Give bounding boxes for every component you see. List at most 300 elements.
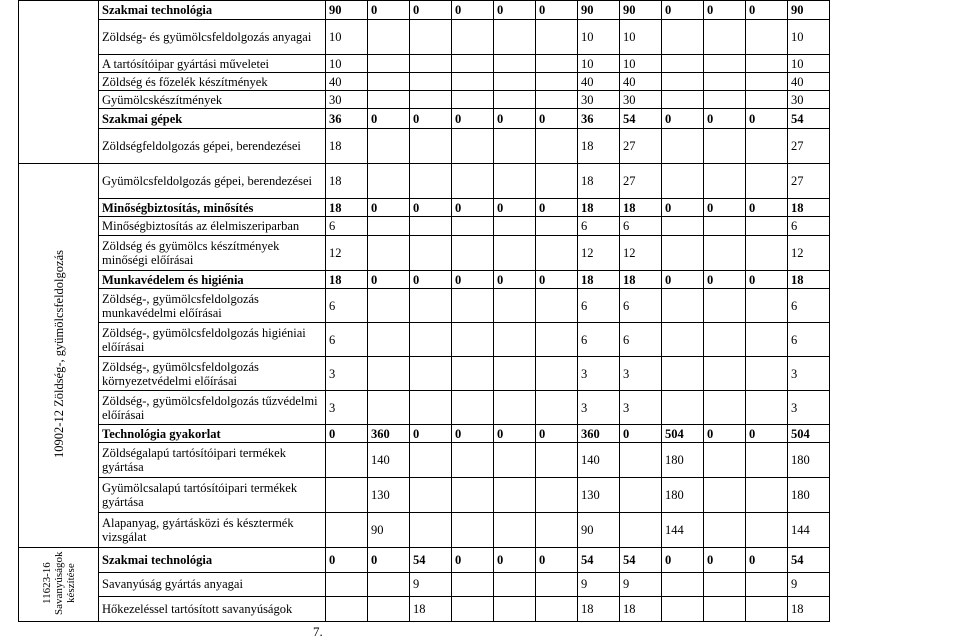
hours-cell [704,443,746,478]
topic-name: Zöldség és főzelék készítmények [99,73,326,91]
topic-name: A tartósítóipar gyártási műveletei [99,55,326,73]
hours-cell [452,391,494,425]
hours-cell [536,513,578,548]
hours-cell: 0 [494,1,536,20]
topic-name: Alapanyag, gyártásközi és késztermék vizsgálat [99,513,326,548]
hours-cell [536,164,578,199]
hours-cell: 0 [704,425,746,443]
hours-cell: 6 [620,217,662,236]
hours-cell: 18 [578,199,620,217]
hours-cell: 180 [662,478,704,513]
hours-cell [746,323,788,357]
hours-cell: 30 [326,91,368,109]
hours-cell [410,478,452,513]
hours-cell: 0 [410,425,452,443]
hours-cell [452,323,494,357]
hours-cell: 180 [788,478,830,513]
hours-cell [662,55,704,73]
table-row [19,597,830,622]
hours-cell [704,323,746,357]
hours-cell: 130 [578,478,620,513]
hours-cell: 18 [620,199,662,217]
hours-cell: 10 [620,55,662,73]
table-row [19,55,830,73]
hours-cell: 54 [620,109,662,129]
hours-cell: 0 [410,271,452,289]
module-label-zoldseg [19,164,99,548]
hours-cell: 40 [326,73,368,91]
table-row [19,425,830,443]
hours-cell [410,391,452,425]
hours-cell: 9 [410,572,452,597]
hours-cell: 3 [788,391,830,425]
hours-cell [452,443,494,478]
hours-cell: 54 [788,109,830,129]
hours-cell [494,597,536,622]
hours-cell: 90 [578,513,620,548]
hours-cell [368,91,410,109]
topic-name: Gyümölcskészítmények [99,91,326,109]
hours-cell [410,91,452,109]
hours-cell [410,513,452,548]
hours-cell [704,217,746,236]
topic-name: Zöldségfeldolgozás gépei, berendezései [99,129,326,164]
hours-cell [536,289,578,323]
hours-cell: 0 [368,109,410,129]
hours-cell: 180 [788,443,830,478]
hours-cell [536,357,578,391]
hours-cell [410,323,452,357]
hours-cell: 0 [536,271,578,289]
hours-cell [326,572,368,597]
subject-group-name: Szakmai technológia [99,548,326,573]
table-row [19,443,830,478]
hours-cell [494,323,536,357]
hours-cell: 18 [620,597,662,622]
hours-cell: 10 [788,55,830,73]
hours-cell [704,289,746,323]
hours-cell: 54 [410,548,452,573]
hours-cell: 0 [704,548,746,573]
hours-cell [662,597,704,622]
hours-cell [494,20,536,55]
hours-cell: 0 [326,548,368,573]
hours-cell [494,129,536,164]
topic-name: Zöldség- és gyümölcsfeldolgozás anyagai [99,20,326,55]
topic-name: Zöldségalapú tartósítóipari termékek gyártása [99,443,326,478]
hours-cell [368,164,410,199]
hours-cell: 18 [578,164,620,199]
hours-cell [662,164,704,199]
hours-cell: 0 [536,1,578,20]
hours-cell [662,73,704,91]
hours-cell [704,357,746,391]
hours-cell: 6 [620,289,662,323]
topic-name: Zöldség-, gyümölcsfeldolgozás környezetvédelmi előírásai [99,357,326,391]
subject-group-name: Szakmai technológia [99,1,326,20]
hours-cell [662,572,704,597]
hours-cell: 27 [788,129,830,164]
hours-cell [410,443,452,478]
hours-cell [620,478,662,513]
hours-cell [494,357,536,391]
hours-cell [704,55,746,73]
hours-cell [368,20,410,55]
hours-cell [704,478,746,513]
topic-name: Savanyúság gyártás anyagai [99,572,326,597]
hours-cell: 3 [326,357,368,391]
topic-name: Hőkezeléssel tartósított savanyúságok [99,597,326,622]
table-row [19,357,830,391]
hours-cell [536,443,578,478]
hours-cell [368,73,410,91]
module-label-text: 10902-12 Zöldség-, gyümölcsfeldolgozás [51,250,66,458]
table-row [19,236,830,271]
hours-cell: 40 [788,73,830,91]
hours-cell: 0 [410,199,452,217]
hours-cell [494,443,536,478]
hours-cell: 12 [326,236,368,271]
hours-cell: 6 [578,323,620,357]
hours-cell: 18 [326,271,368,289]
hours-cell: 0 [368,199,410,217]
hours-cell: 3 [788,357,830,391]
hours-cell: 0 [452,271,494,289]
hours-cell [704,236,746,271]
hours-cell [326,443,368,478]
hours-cell [452,236,494,271]
hours-cell: 0 [662,271,704,289]
table-row [19,289,830,323]
hours-cell [746,391,788,425]
hours-cell: 0 [620,425,662,443]
table-row [19,478,830,513]
hours-cell [410,129,452,164]
hours-cell [746,513,788,548]
hours-cell [368,217,410,236]
topic-name: Minőségbiztosítás az élelmiszeriparban [99,217,326,236]
topic-name: Zöldség-, gyümölcsfeldolgozás tűzvédelmi előírásai [99,391,326,425]
hours-cell: 504 [788,425,830,443]
hours-cell: 180 [662,443,704,478]
table-row [19,271,830,289]
table-row [19,217,830,236]
hours-cell [536,478,578,513]
hours-cell [536,572,578,597]
hours-cell [536,129,578,164]
hours-cell: 0 [746,1,788,20]
hours-cell: 6 [578,289,620,323]
hours-cell [704,91,746,109]
hours-cell [494,391,536,425]
hours-cell [494,217,536,236]
table-row [19,572,830,597]
hours-cell [452,478,494,513]
hours-cell: 30 [620,91,662,109]
hours-cell [368,323,410,357]
hours-cell [368,391,410,425]
hours-cell [452,513,494,548]
table-row [19,91,830,109]
hours-cell [368,597,410,622]
hours-cell [662,391,704,425]
hours-cell [746,129,788,164]
table-row [19,199,830,217]
module-label-text: 11623-16 Savanyúságok készítése [40,551,77,615]
hours-cell: 3 [326,391,368,425]
hours-cell: 130 [368,478,410,513]
hours-cell [452,129,494,164]
hours-cell: 9 [788,572,830,597]
hours-cell: 18 [578,129,620,164]
hours-cell [536,236,578,271]
hours-cell [704,391,746,425]
hours-cell: 0 [746,109,788,129]
hours-cell: 54 [578,548,620,573]
table-row [19,129,830,164]
hours-cell [662,91,704,109]
subject-group-name: Minőségbiztosítás, minősítés [99,199,326,217]
hours-cell: 0 [746,199,788,217]
hours-cell [494,572,536,597]
subject-group-name: Szakmai gépek [99,109,326,129]
hours-cell [704,164,746,199]
hours-cell [536,73,578,91]
hours-cell [494,513,536,548]
hours-cell: 0 [494,199,536,217]
table-row [19,391,830,425]
hours-cell: 18 [326,164,368,199]
hours-cell [704,572,746,597]
hours-cell: 27 [620,164,662,199]
hours-cell [746,572,788,597]
hours-cell: 30 [788,91,830,109]
hours-cell [452,572,494,597]
hours-cell: 0 [494,425,536,443]
hours-cell: 36 [578,109,620,129]
hours-cell [452,357,494,391]
hours-cell: 3 [620,391,662,425]
hours-cell: 6 [326,323,368,357]
hours-cell: 18 [578,597,620,622]
hours-cell [620,443,662,478]
table-row [19,323,830,357]
hours-cell: 0 [536,425,578,443]
hours-cell: 0 [494,271,536,289]
hours-cell: 18 [410,597,452,622]
hours-cell [494,73,536,91]
hours-cell [536,391,578,425]
hours-cell [536,20,578,55]
hours-cell [704,73,746,91]
hours-cell [536,91,578,109]
hours-cell: 0 [452,199,494,217]
hours-cell: 0 [326,425,368,443]
hours-cell [662,217,704,236]
hours-cell: 90 [578,1,620,20]
hours-cell [452,164,494,199]
hours-cell [620,513,662,548]
hours-cell [410,20,452,55]
hours-cell: 6 [578,217,620,236]
hours-cell: 6 [326,217,368,236]
curriculum-hours-table [18,0,830,622]
table-row [19,20,830,55]
hours-cell [536,597,578,622]
hours-cell: 6 [326,289,368,323]
hours-cell: 140 [368,443,410,478]
table-row [19,73,830,91]
topic-name: Gyümölcsfeldolgozás gépei, berendezései [99,164,326,199]
hours-cell [746,478,788,513]
hours-cell: 10 [578,20,620,55]
hours-cell: 0 [662,109,704,129]
hours-cell: 0 [662,548,704,573]
hours-cell: 140 [578,443,620,478]
hours-cell: 0 [410,109,452,129]
hours-cell: 6 [788,217,830,236]
hours-cell: 12 [620,236,662,271]
hours-cell: 0 [452,425,494,443]
hours-cell: 18 [620,271,662,289]
hours-cell [326,513,368,548]
hours-cell [662,357,704,391]
hours-cell [662,236,704,271]
hours-cell [494,478,536,513]
hours-cell: 0 [746,425,788,443]
hours-cell: 0 [536,109,578,129]
hours-cell [662,20,704,55]
hours-cell: 6 [788,323,830,357]
hours-cell: 90 [326,1,368,20]
hours-cell: 18 [326,199,368,217]
hours-cell [662,289,704,323]
hours-cell: 54 [620,548,662,573]
hours-cell [746,55,788,73]
hours-cell: 3 [578,357,620,391]
hours-cell [410,236,452,271]
hours-cell: 3 [578,391,620,425]
hours-cell: 0 [536,199,578,217]
hours-cell [452,289,494,323]
hours-cell [746,357,788,391]
hours-cell [536,55,578,73]
hours-cell: 360 [578,425,620,443]
hours-cell: 10 [326,55,368,73]
hours-cell: 504 [662,425,704,443]
hours-cell [368,357,410,391]
hours-cell [662,323,704,357]
hours-cell: 18 [788,199,830,217]
module-label-savanyusag [19,548,99,622]
hours-cell [746,443,788,478]
hours-cell [746,597,788,622]
hours-cell [704,20,746,55]
hours-cell [662,129,704,164]
hours-cell [746,91,788,109]
hours-cell: 36 [326,109,368,129]
hours-cell [452,20,494,55]
hours-cell: 0 [536,548,578,573]
hours-cell [368,55,410,73]
hours-cell: 6 [620,323,662,357]
hours-cell [494,289,536,323]
hours-cell: 40 [578,73,620,91]
hours-cell [704,597,746,622]
hours-cell: 27 [620,129,662,164]
hours-cell: 27 [788,164,830,199]
hours-cell: 90 [368,513,410,548]
hours-cell: 10 [788,20,830,55]
hours-cell: 9 [620,572,662,597]
hours-cell: 12 [788,236,830,271]
hours-cell [494,55,536,73]
hours-cell: 0 [452,548,494,573]
hours-cell [410,164,452,199]
side-blank-cell [19,1,99,164]
hours-cell [410,73,452,91]
hours-cell [410,289,452,323]
table-row [19,548,830,573]
hours-cell [410,357,452,391]
hours-cell [494,91,536,109]
hours-cell: 12 [578,236,620,271]
hours-cell [746,73,788,91]
page-number: 7. [313,624,323,639]
hours-cell: 0 [368,548,410,573]
hours-cell: 10 [326,20,368,55]
hours-cell: 90 [620,1,662,20]
subject-group-name: Technológia gyakorlat [99,425,326,443]
hours-cell: 40 [620,73,662,91]
table-row [19,109,830,129]
hours-cell [746,236,788,271]
hours-cell [494,164,536,199]
subject-group-name: Munkavédelem és higiénia [99,271,326,289]
hours-cell: 144 [662,513,704,548]
hours-cell [536,217,578,236]
hours-cell [704,129,746,164]
hours-cell [746,164,788,199]
hours-cell [326,478,368,513]
hours-cell: 10 [620,20,662,55]
hours-cell [494,236,536,271]
hours-cell: 0 [704,1,746,20]
hours-cell: 3 [620,357,662,391]
hours-cell: 144 [788,513,830,548]
hours-cell: 0 [494,109,536,129]
hours-cell [326,597,368,622]
hours-cell: 10 [578,55,620,73]
hours-cell: 0 [704,109,746,129]
hours-cell [368,572,410,597]
hours-cell: 0 [368,1,410,20]
topic-name: Zöldség-, gyümölcsfeldolgozás munkavédelmi előírásai [99,289,326,323]
hours-cell: 0 [746,271,788,289]
hours-cell [410,217,452,236]
hours-cell [452,91,494,109]
hours-cell: 18 [578,271,620,289]
hours-cell: 0 [368,271,410,289]
hours-cell [704,513,746,548]
hours-cell [746,289,788,323]
hours-cell: 0 [704,271,746,289]
hours-cell: 18 [326,129,368,164]
hours-cell [746,20,788,55]
hours-cell: 30 [578,91,620,109]
table-row [19,164,830,199]
hours-cell: 0 [410,1,452,20]
